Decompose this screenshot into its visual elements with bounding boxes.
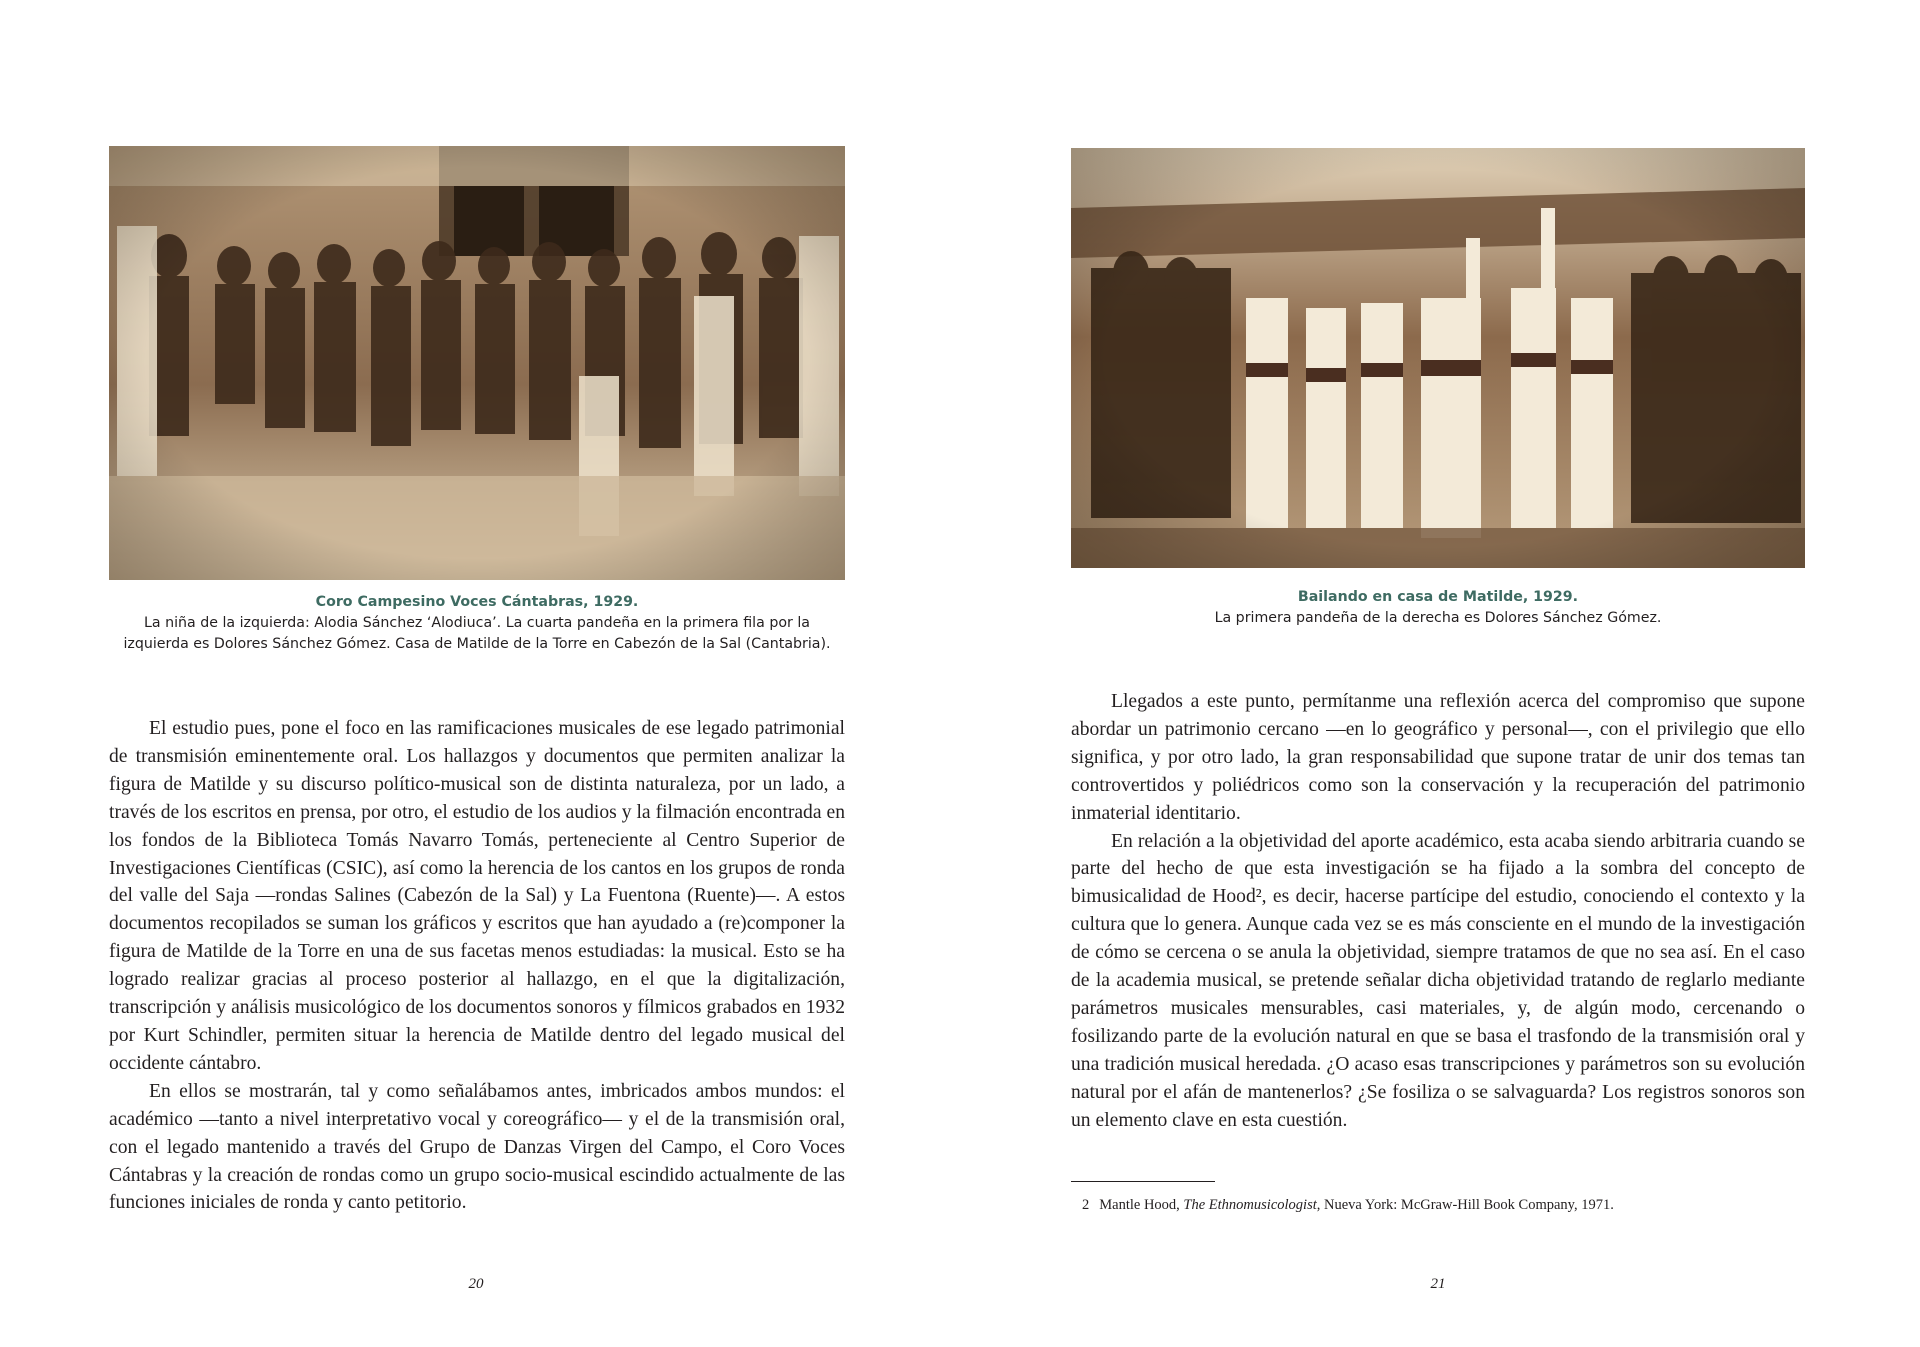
right-page xyxy=(960,0,1920,1347)
paragraph: En relación a la objetividad del aporte académico, esta acaba siendo arbitraria cuando se parte del hecho de que esta investigación se ha fijado a la sombra del concepto de bimusicalidad de Hood², es decir, hacerse partícipe del estudio, conociendo el contexto y la cultura que lo genera. Aunque cada vez se es más consciente en el mundo de la investigación de cómo se cercena o se anula la objetividad, siempre tratamos de que no sea así. En el caso de la academia musical, se pretende señalar dicha objetividad tratando de reglarlo mediante parámetros musicales mensurables, casi materiales, y, de algún modo, cercenando o fosilizando parte de la evolución natural en que se basa el trasfondo de la transmisión oral y una tradición musical heredada. ¿O acaso esas transcripciones y parámetros son su evolución natural por el afán de mantenerlos? ¿Se fosiliza o se salvaguarda? Los registros sonoros son un elemento clave en esta cuestión. xyxy=(1071,830,1805,1131)
paragraph: En ellos se mostrarán, tal y como señalábamos antes, imbricados ambos mundos: el académico —tanto a nivel interpretativo vocal y coreográfico— y el de la transmisión oral, con el legado mantenido a través del Grupo de Danzas Virgen del Campo, el Coro Voces Cántabras y la creación de rondas como un grupo socio-musical escindido actualmente de las funciones iniciales de ronda y canto petitorio. xyxy=(109,1080,845,1214)
paragraph: Llegados a este punto, permítanme una reflexión acerca del compromiso que supone abordar un patrimonio cercano —en lo geográfico y personal—, con el privilegio que ello significa, y por otro lado, la gran responsabilidad que supone tratar de unir dos temas tan controvertidos y poliédricos como son la conservación y la recuperación del patrimonio inmaterial identitario. xyxy=(1071,691,1805,824)
photo-dancers-caption xyxy=(1071,587,1805,629)
photo-choir xyxy=(109,146,845,580)
photo-choir-caption xyxy=(109,592,845,655)
caption-line: izquierda es Dolores Sánchez Gómez. Casa de Matilde de la Torre en Cabezón de la Sal (Cantabria). xyxy=(123,636,831,652)
footnote-title: The Ethnomusicologist xyxy=(1183,1197,1317,1213)
paragraph: El estudio pues, pone el foco en las ramificaciones musicales de ese legado patrimonial de transmisión eminentemente oral. Los hallazgos y documentos que permiten analizar la figura de Matilde y su discurso político-musical son de distinta naturaleza, por un lado, a través de los escritos en prensa, por otro, el estudio de los audios y la filmación encontrada en los fondos de la Biblioteca Tomás Navarro Tomás, perteneciente al Centro Superior de Investigaciones Científicas (CSIC), así como la herencia de los cantos en los grupos de ronda del valle del Saja —rondas Salines (Cabezón de la Sal) y La Fuentona (Ruente)—. A estos documentos recopilados se suman los gráficos y escritos que han ayudado a (re)componer la figura de Matilde de la Torre en una de sus facetas menos estudiadas: la musical. Esto se ha logrado realizar gracias al proceso posterior al hallazgo, en el que la digitalización, transcripción y análisis musicológico de los documentos sonoros y fílmicos grabados en 1932 por Kurt Schindler, permiten situar la herencia de Matilde dentro del legado musical del occidente cántabro. xyxy=(109,718,845,1074)
body-text-right xyxy=(1071,688,1805,1135)
photo-choir-image xyxy=(109,146,845,580)
caption-title: Coro Campesino Voces Cántabras, 1929. xyxy=(315,594,639,610)
footnote-number: 2 xyxy=(1082,1197,1090,1213)
footnote xyxy=(1082,1195,1805,1215)
photo-dancers-image xyxy=(1071,148,1805,568)
footnote-rule xyxy=(1071,1181,1215,1182)
page-number: 21 xyxy=(1430,1276,1446,1292)
body-text-left xyxy=(109,715,845,1217)
footnote-publication: , Nueva York: McGraw-Hill Book Company, 1971. xyxy=(1316,1197,1614,1213)
caption-title: Bailando en casa de Matilde, 1929. xyxy=(1297,589,1579,605)
caption-line: La niña de la izquierda: Alodia Sánchez ‘Alodiuca’. La cuarta pandeña en la primera fila por la xyxy=(143,615,810,631)
page-number: 20 xyxy=(468,1276,484,1292)
photo-dancers xyxy=(1071,148,1805,568)
footnote-author: Mantle Hood, xyxy=(1099,1197,1180,1213)
caption-line: La primera pandeña de la derecha es Dolores Sánchez Gómez. xyxy=(1214,610,1662,626)
